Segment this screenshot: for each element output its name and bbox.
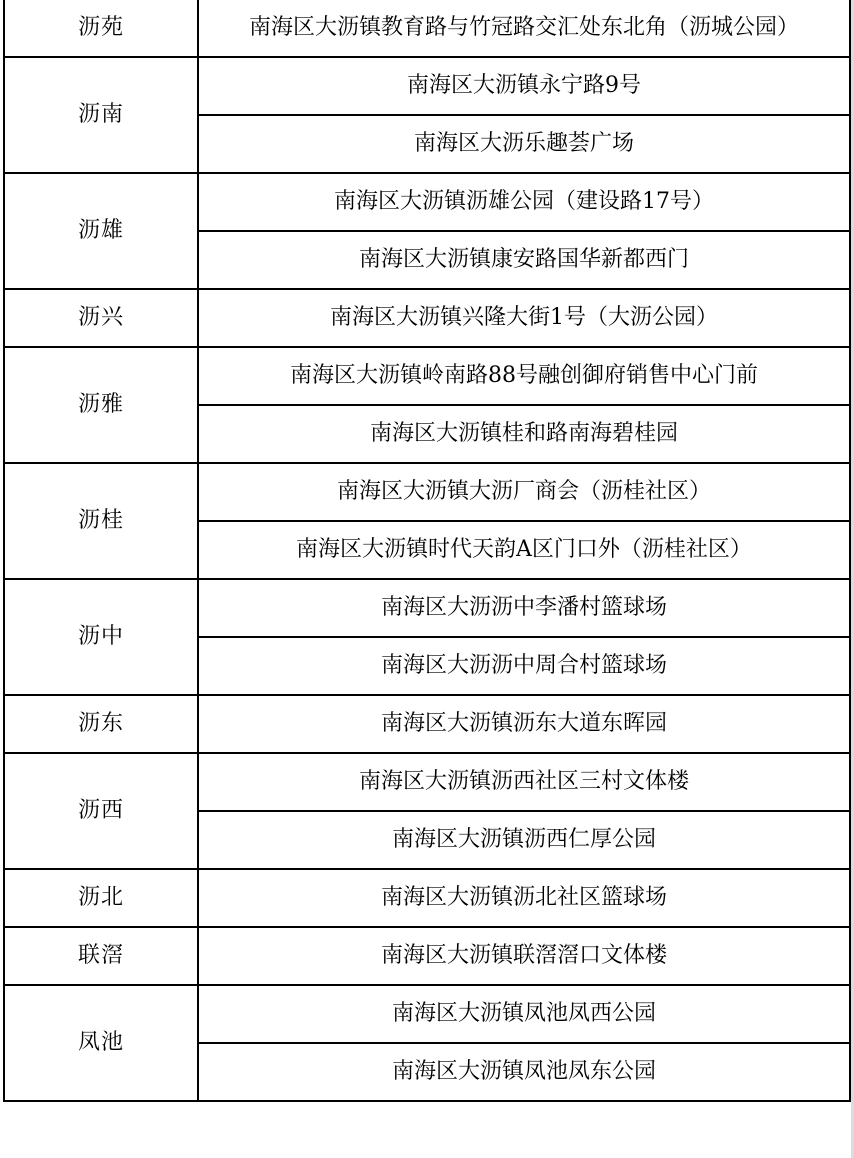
community-cell: 沥苑 xyxy=(4,0,198,57)
community-cell: 沥雄 xyxy=(4,173,198,289)
location-cell: 南海区大沥镇沥雄公园（建设路17号） xyxy=(198,173,850,231)
location-cell: 南海区大沥镇大沥厂商会（沥桂社区） xyxy=(198,463,850,521)
location-cell: 南海区大沥镇沥西社区三村文体楼 xyxy=(198,753,850,811)
community-cell: 联滘 xyxy=(4,927,198,985)
location-table xyxy=(3,0,851,1102)
location-table-body xyxy=(4,0,850,1101)
community-cell: 沥东 xyxy=(4,695,198,753)
location-cell: 南海区大沥镇凤池凤西公园 xyxy=(198,985,850,1043)
location-cell: 南海区大沥镇沥东大道东晖园 xyxy=(198,695,850,753)
community-cell: 沥中 xyxy=(4,579,198,695)
table-row xyxy=(4,927,850,985)
location-cell: 南海区大沥镇岭南路88号融创御府销售中心门前 xyxy=(198,347,850,405)
location-cell: 南海区大沥镇教育路与竹冠路交汇处东北角（沥城公园） xyxy=(198,0,850,57)
table-row xyxy=(4,985,850,1043)
location-cell: 南海区大沥镇沥北社区篮球场 xyxy=(198,869,850,927)
community-cell: 沥雅 xyxy=(4,347,198,463)
location-cell: 南海区大沥镇时代天韵A区门口外（沥桂社区） xyxy=(198,521,850,579)
table-row xyxy=(4,347,850,405)
table-row xyxy=(4,57,850,115)
table-row xyxy=(4,0,850,57)
community-cell: 沥兴 xyxy=(4,289,198,347)
community-cell: 沥西 xyxy=(4,753,198,869)
table-row xyxy=(4,695,850,753)
table-row xyxy=(4,753,850,811)
location-cell: 南海区大沥镇康安路国华新都西门 xyxy=(198,231,850,289)
table-row xyxy=(4,463,850,521)
location-cell: 南海区大沥沥中周合村篮球场 xyxy=(198,637,850,695)
location-cell: 南海区大沥镇凤池凤东公园 xyxy=(198,1043,850,1101)
table-row xyxy=(4,869,850,927)
table-row xyxy=(4,289,850,347)
community-cell: 凤池 xyxy=(4,985,198,1101)
community-cell: 沥南 xyxy=(4,57,198,173)
community-cell: 沥北 xyxy=(4,869,198,927)
location-cell: 南海区大沥镇兴隆大街1号（大沥公园） xyxy=(198,289,850,347)
table-row xyxy=(4,579,850,637)
community-cell: 沥桂 xyxy=(4,463,198,579)
location-cell: 南海区大沥乐趣荟广场 xyxy=(198,115,850,173)
location-cell: 南海区大沥镇联滘滘口文体楼 xyxy=(198,927,850,985)
location-cell: 南海区大沥镇桂和路南海碧桂园 xyxy=(198,405,850,463)
table-row xyxy=(4,173,850,231)
location-cell: 南海区大沥镇沥西仁厚公园 xyxy=(198,811,850,869)
location-cell: 南海区大沥沥中李潘村篮球场 xyxy=(198,579,850,637)
location-cell: 南海区大沥镇永宁路9号 xyxy=(198,57,850,115)
